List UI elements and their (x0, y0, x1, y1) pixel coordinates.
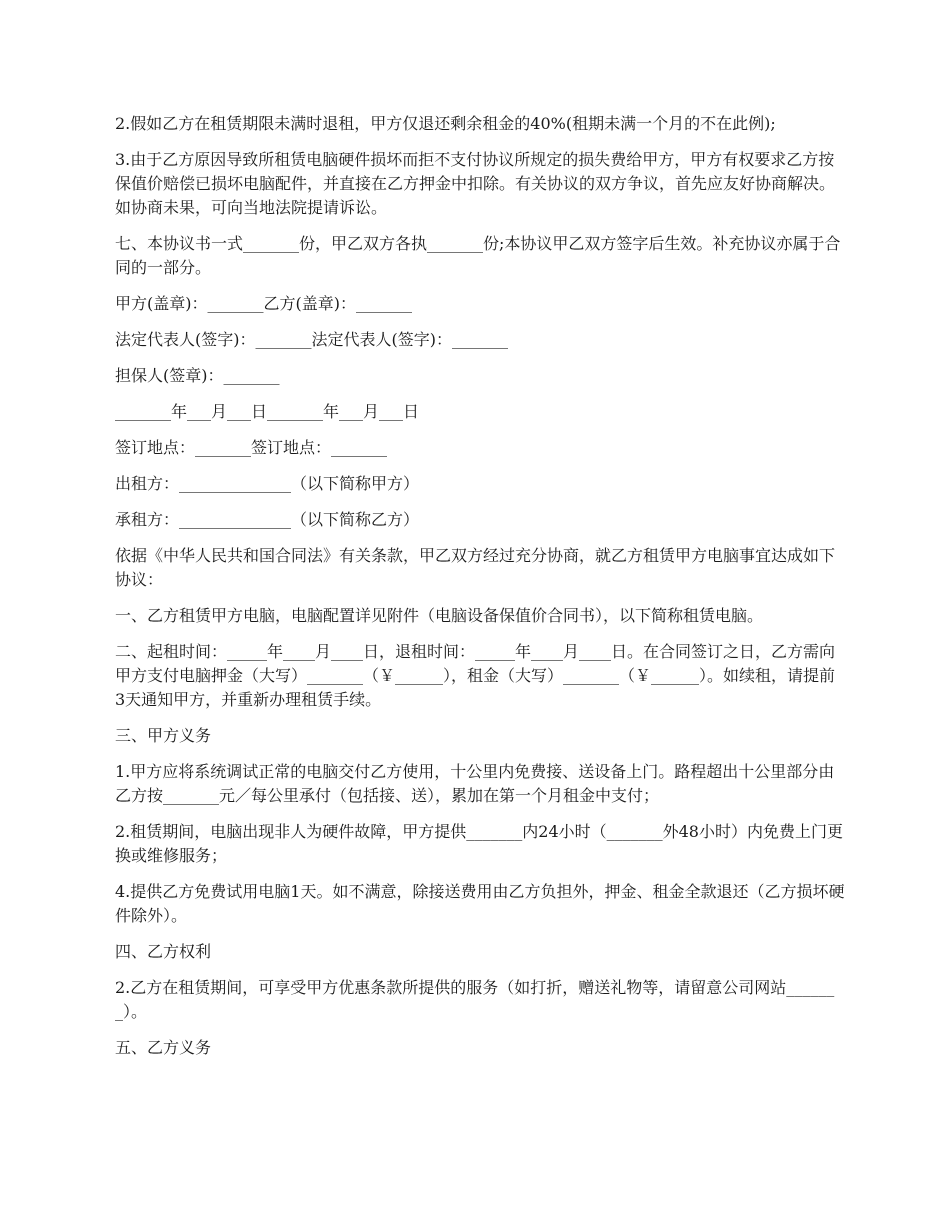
paragraph-lessee-line: 承租方：______________（以下简称乙方） (115, 510, 420, 529)
paragraph-refund-clause: 2.假如乙方在租赁期限未满时退租，甲方仅退还剩余租金的40%(租期未满一个月的不在此例); (115, 114, 776, 133)
paragraph-section-3-item-1: 1.甲方应将系统调试正常的电脑交付乙方使用，十公里内免费接、送设备上门。路程超出十公里部分由乙方按_______元／每公里承付（包括接、送），累加在第一个月租金中支付； (115, 762, 835, 805)
paragraph-lessor-line: 出租方：______________（以下简称甲方） (115, 474, 420, 493)
paragraph-copies-clause: 七、本协议书一式_______份，甲乙双方各执_______份;本协议甲乙双方签字后生效。补充协议亦属于合同的一部分。 (115, 234, 841, 277)
document-page (115, 112, 845, 1072)
paragraph-section-3-item-2: 2.租赁期间，电脑出现非人为硬件故障，甲方提供_______内24小时（_______外48小时）内免费上门更换或维修服务； (115, 822, 843, 865)
paragraph-section-4-item-2: 2.乙方在租赁期间，可享受甲方优惠条款所提供的服务（如打折，赠送礼物等，请留意公司网站_______）。 (115, 978, 835, 1021)
paragraph-damage-clause: 3.由于乙方原因导致所租赁电脑硬件损坏而拒不支付协议所规定的损失费给甲方，甲方有权要求乙方按保值价赔偿已损坏电脑配件，并直接在乙方押金中扣除。有关协议的双方争议，首先应友好协商解决。如协商未果，可向当地法院提请诉讼。 (115, 150, 836, 217)
paragraph-section-3-item-4: 4.提供乙方免费试用电脑1天。如不满意，除接送费用由乙方负担外，押金、租金全款退还（乙方损坏硬件除外）。 (115, 882, 845, 925)
paragraph-section-1: 一、乙方租赁甲方电脑，电脑配置详见附件（电脑设备保值价合同书），以下简称租赁电脑。 (115, 606, 764, 625)
paragraph-location-line: 签订地点：_______签订地点：_______ (115, 438, 388, 457)
heading-section-3: 三、甲方义务 (115, 726, 212, 745)
heading-section-5: 五、乙方义务 (115, 1038, 212, 1057)
paragraph-date-line: _______年___月___日_______年___月___日 (115, 402, 420, 421)
paragraph-section-2: 二、起租时间：_____年____月____日，退租时间：_____年____月____日。在合同签订之日，乙方需向甲方支付电脑押金（大写）_______（￥______），租金（大写）_______（￥______）。如续租，请提前3天通知甲方，并重新办理租赁手续。 (115, 642, 836, 709)
heading-section-4: 四、乙方权利 (115, 942, 212, 961)
paragraph-preamble: 依据《中华人民共和国合同法》有关条款，甲乙双方经过充分协商，就乙方租赁甲方电脑事宜达成如下协议： (115, 546, 836, 589)
paragraph-seal-line: 甲方(盖章)：_______乙方(盖章)：_______ (115, 294, 412, 313)
paragraph-guarantor-line: 担保人(签章)：_______ (115, 366, 280, 385)
paragraph-representative-line: 法定代表人(签字)：_______法定代表人(签字)：_______ (115, 330, 508, 349)
